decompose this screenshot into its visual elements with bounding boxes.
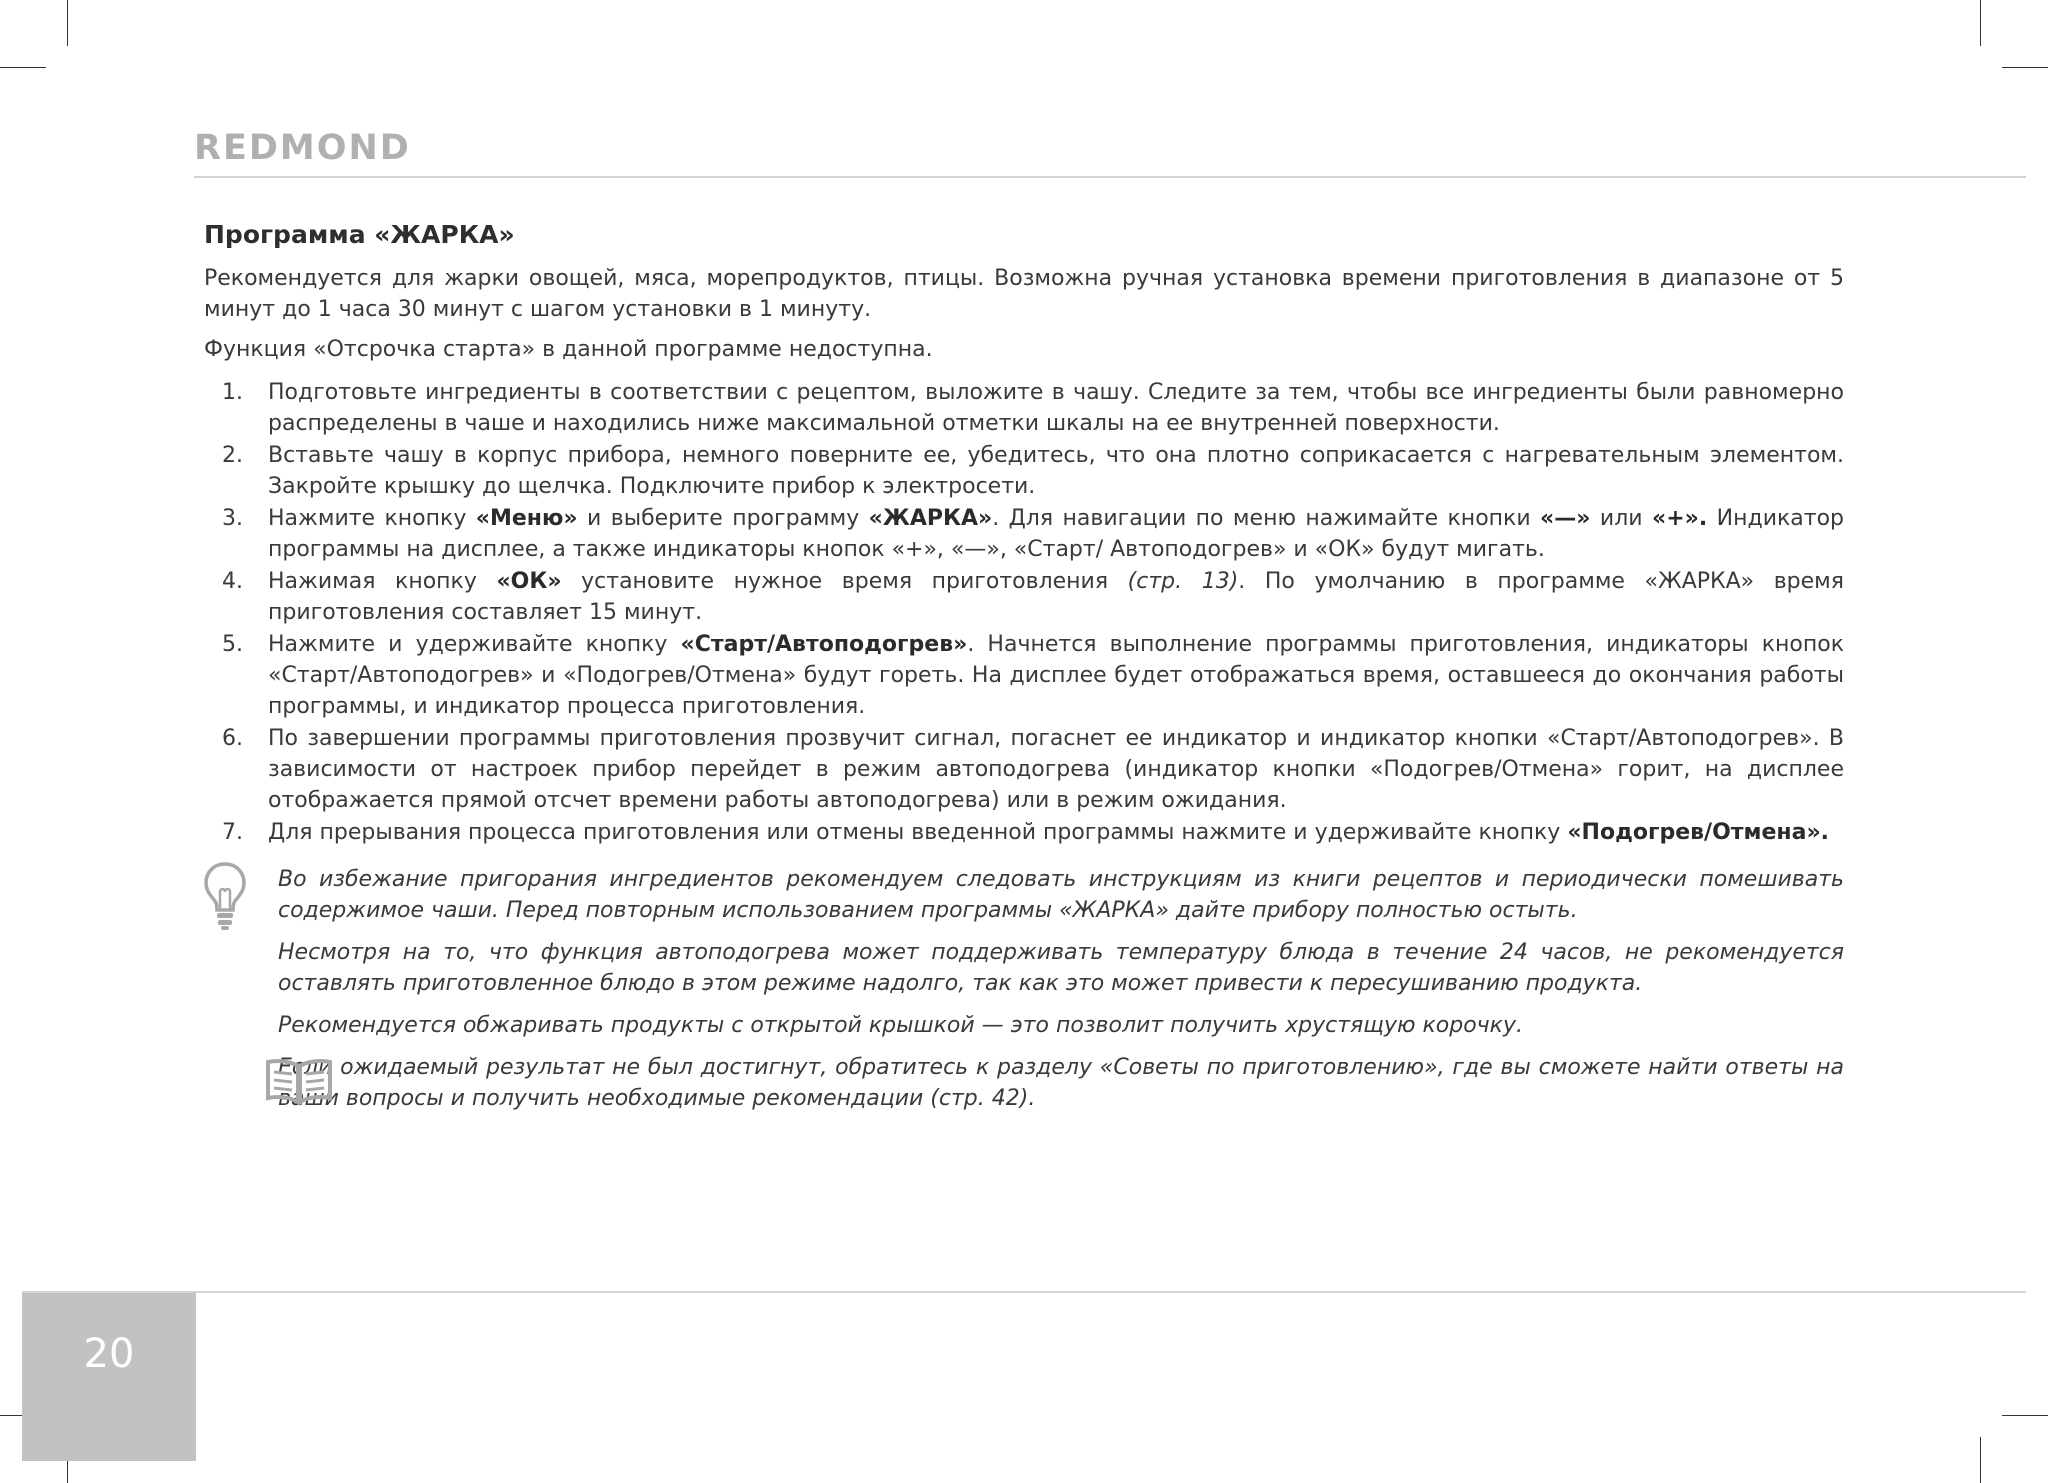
page-reference: (стр. 13) — [1127, 569, 1239, 594]
step-item — [204, 440, 1844, 502]
step-emphasis: «ОК» — [496, 569, 562, 594]
step-item — [204, 817, 1844, 848]
step-item — [204, 503, 1844, 565]
step-emphasis: «Подогрев/Отмена». — [1567, 820, 1830, 845]
reference-block — [278, 1052, 1844, 1114]
step-text: . Начнется выполнение программы приготовления, индикаторы кнопок «Старт/Автоподогрев» и «Подогрев/Отмена» будут гореть. На дисплее будет отображаться время, оставшееся до окончания работы программы, и индикатор процесса приготовления. — [268, 632, 1844, 719]
tip-text: Несмотря на то, что функция автоподогрева может поддерживать температуру блюда в течение 24 часов, не рекомендуется оставлять приготовленное блюдо в этом режиме надолго, так как это может привести к пересушиванию продукта. — [278, 940, 1844, 996]
step-text: Вставьте чашу в корпус прибора, немного поверните ее, убедитесь, что она плотно соприкасается с нагревательным элементом. Закройте крышку до щелчка. Подключите прибор к электросети. — [268, 443, 1844, 499]
step-number: 3. — [222, 506, 243, 531]
tips-block — [204, 864, 1844, 1114]
step-item — [204, 377, 1844, 439]
reference-text: Если ожидаемый результат не был достигнут, обратитесь к разделу «Советы по приготовлению», где вы сможете найти ответы на ваши вопросы и получить необходимые рекомендации (стр. 42). — [278, 1055, 1844, 1111]
step-emphasis: «Меню» — [475, 506, 578, 531]
step-emphasis: «ЖАРКА» — [868, 506, 993, 531]
step-emphasis: «Старт/Автоподогрев» — [680, 632, 968, 657]
step-text: Нажимая кнопку — [268, 569, 497, 594]
step-number: 7. — [222, 820, 243, 845]
page-number: 20 — [83, 1331, 135, 1377]
page-number-box — [22, 1293, 196, 1461]
step-number: 1. — [222, 380, 243, 405]
step-text: и выберите программу — [577, 506, 869, 531]
brand-logo: REDMOND — [194, 128, 411, 168]
crop-mark — [67, 0, 68, 46]
crop-mark — [2002, 1415, 2048, 1416]
step-text: По завершении программы приготовления прозвучит сигнал, погаснет ее индикатор и индикатор кнопки «Старт/Автоподогрев». В зависимости от настроек прибор перейдет в режим автоподогрева (индикатор кнопки «Подогрев/Отмена» горит, на дисплее отображается прямой отсчет времени работы автоподогрева) или в режим ожидания. — [268, 726, 1844, 813]
step-text: Нажмите кнопку — [268, 506, 476, 531]
footer-divider — [22, 1291, 2026, 1293]
step-item — [204, 566, 1844, 628]
step-emphasis: «—» — [1540, 506, 1591, 531]
intro-paragraph: Рекомендуется для жарки овощей, мяса, морепродуктов, птицы. Возможна ручная установка времени приготовления в диапазоне от 5 минут до 1 часа 30 минут с шагом установки в 1 минуту. — [204, 266, 1844, 322]
step-text: или — [1590, 506, 1652, 531]
crop-mark — [0, 67, 46, 68]
section-title: Программа «ЖАРКА» — [204, 220, 515, 249]
step-number: 5. — [222, 632, 243, 657]
header-divider — [194, 176, 2026, 178]
step-item — [204, 629, 1844, 722]
main-content — [204, 220, 1844, 1125]
step-emphasis: «+». — [1652, 506, 1708, 531]
step-number: 4. — [222, 569, 243, 594]
step-text: Нажмите и удерживайте кнопку — [268, 632, 681, 657]
open-book-icon — [264, 1056, 334, 1106]
steps-list — [204, 377, 1844, 848]
step-text: Индикатор программы на дисплее, а также индикаторы кнопок «+», «—», «Старт/ Автоподогрев» и «ОК» будут мигать. — [268, 506, 1844, 562]
step-number: 2. — [222, 443, 243, 468]
step-item — [204, 723, 1844, 816]
step-text: . Для навигации по меню нажимайте кнопки — [992, 506, 1541, 531]
delay-note: Функция «Отсрочка старта» в данной программе недоступна. — [204, 337, 933, 362]
step-text: установите нужное время приготовления — [561, 569, 1128, 594]
step-number: 6. — [222, 726, 243, 751]
crop-mark — [1980, 1437, 1981, 1483]
crop-mark — [2002, 67, 2048, 68]
step-text: . По умолчанию в программе «ЖАРКА» время приготовления составляет 15 минут. — [268, 569, 1845, 625]
lightbulb-icon — [202, 860, 248, 932]
tip-text: Во избежание пригорания ингредиентов рекомендуем следовать инструкциям из книги рецептов и периодически помешивать содержимое чаши. Перед повторным использованием программы «ЖАРКА» дайте прибору полностью остыть. — [278, 867, 1844, 923]
tip-text: Рекомендуется обжаривать продукты с открытой крышкой — это позволит получить хрустящую корочку. — [278, 1013, 1523, 1038]
crop-mark — [1980, 0, 1981, 46]
step-text: Для прерывания процесса приготовления или отмены введенной программы нажмите и удерживайте кнопку — [268, 820, 1568, 845]
step-text: Подготовьте ингредиенты в соответствии с рецептом, выложите в чашу. Следите за тем, чтобы все ингредиенты были равномерно распределены в чаше и находились ниже максимальной отметки шкалы на ее внутренней поверхности. — [268, 380, 1844, 436]
